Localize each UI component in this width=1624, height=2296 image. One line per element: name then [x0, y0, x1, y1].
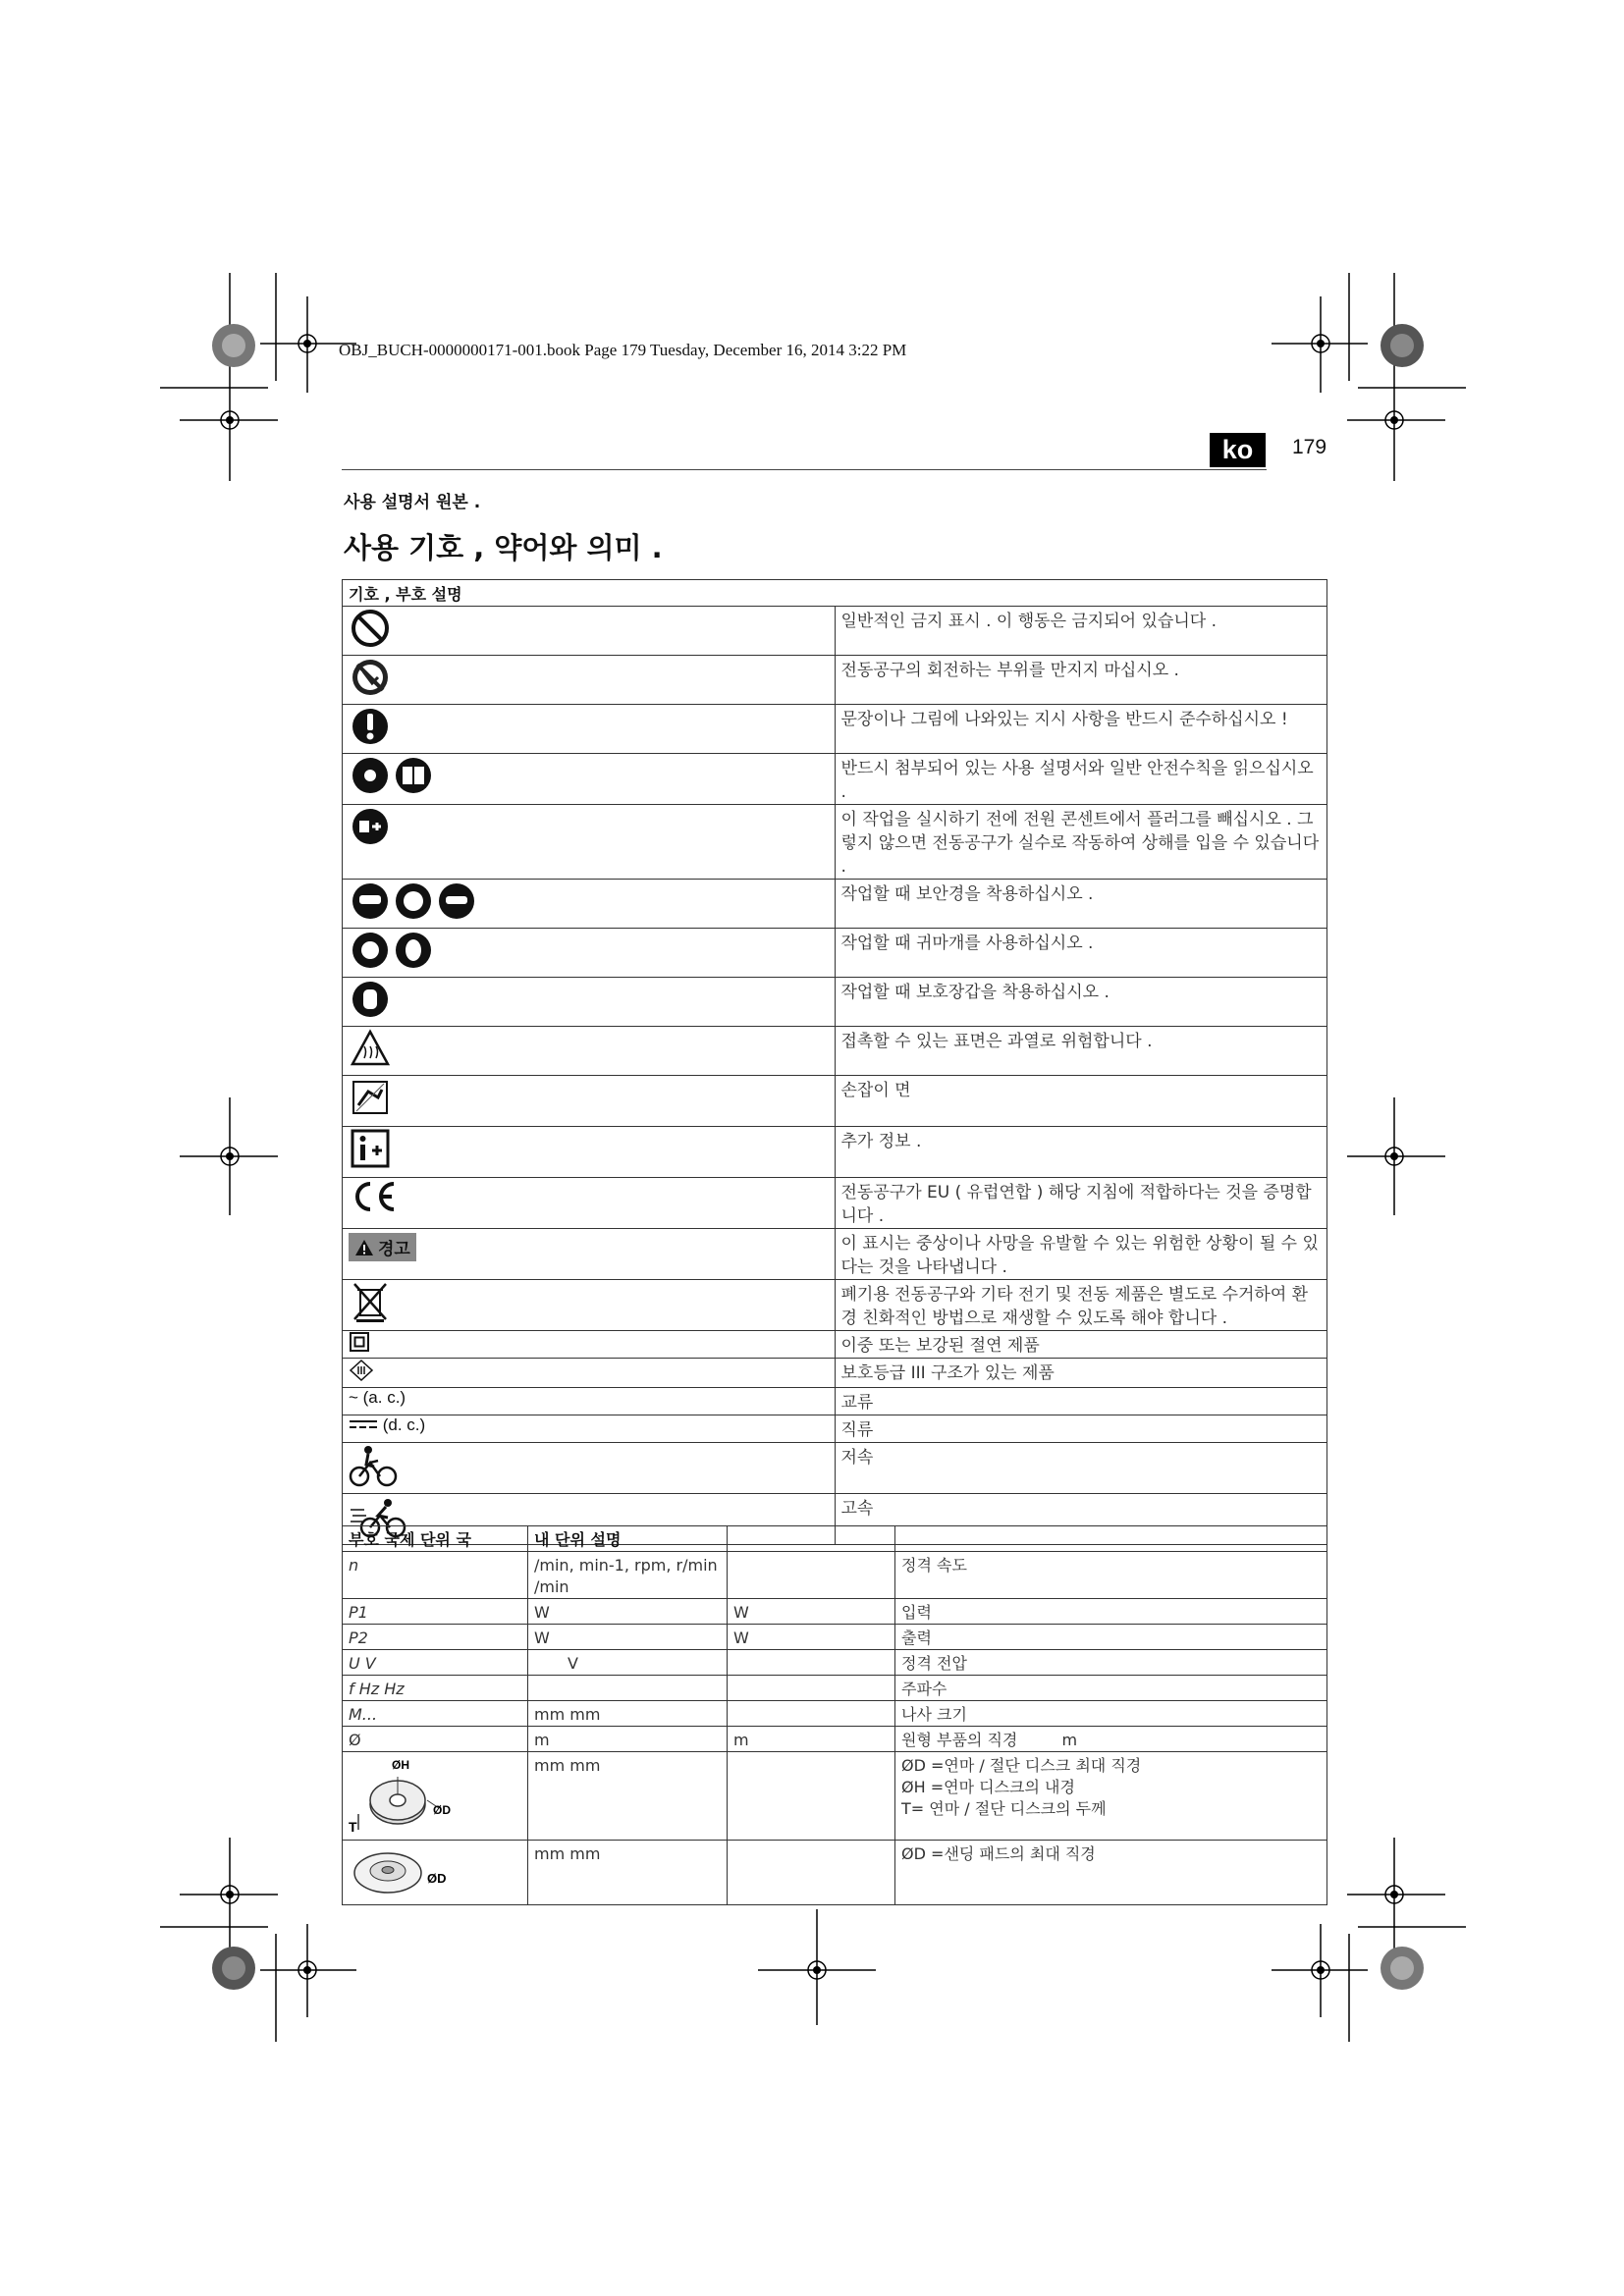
symbol-description: 전동공구의 회전하는 부위를 만지지 마십시오 .: [835, 656, 1327, 705]
no-touch-icon: [349, 656, 392, 699]
table-row: [343, 754, 1327, 805]
unit-national: [728, 1841, 895, 1905]
symbol-description: 접촉할 수 있는 표면은 과열로 위험합니다 .: [835, 1027, 1327, 1076]
table-row: [343, 1443, 1327, 1494]
table-row: [343, 1388, 1327, 1415]
table-row: [343, 1727, 1327, 1752]
symbol-description: 작업할 때 귀마개를 사용하십시오 .: [835, 929, 1327, 978]
table-row: [343, 1229, 1327, 1280]
symbol-description: 손잡이 면: [835, 1076, 1327, 1127]
table-row: [343, 1841, 1327, 1905]
unit-description: 원형 부품의 직경: [901, 1731, 1018, 1749]
unit-national: [728, 1552, 895, 1599]
table-row: [343, 1415, 1327, 1443]
unit-national: [728, 1752, 895, 1841]
header-national-unit: [728, 1526, 895, 1552]
table-row: [343, 1752, 1327, 1841]
table-row: [343, 1027, 1327, 1076]
unit-description: 정격 전압: [895, 1650, 1327, 1676]
table-row: [343, 978, 1327, 1027]
grip-surface-icon: [349, 1076, 392, 1119]
unit-description-cell: [895, 1727, 1327, 1752]
table-row: [343, 705, 1327, 754]
read-manual-icon: [349, 754, 439, 797]
unit-symbol: Ø: [343, 1727, 528, 1752]
unit-intl: mm mm: [528, 1701, 728, 1727]
unit-intl: m: [528, 1727, 728, 1752]
dc-symbol-icon: [349, 1418, 378, 1430]
unit-intl: V: [528, 1650, 728, 1676]
description-line: ØD =샌딩 패드의 최대 직경: [901, 1844, 1096, 1863]
slow-speed-icon: [349, 1443, 398, 1488]
weee-bin-icon: [349, 1280, 392, 1323]
units-table: [342, 1525, 1327, 1905]
unit-national: [728, 1650, 895, 1676]
page-title: 사용 기호 , 약어와 의미 .: [344, 531, 663, 564]
symbol-description: 문장이나 그림에 나와있는 지시 사항을 반드시 준수하십시오 !: [835, 705, 1327, 754]
unit-description: 입력: [895, 1599, 1327, 1625]
table-row: [343, 1625, 1327, 1650]
symbol-description: 일반적인 금지 표시 . 이 행동은 금지되어 있습니다 .: [835, 607, 1327, 656]
diagram-label-od: ØD: [427, 1871, 447, 1886]
info-icon: [349, 1127, 392, 1170]
unit-national: W: [728, 1599, 895, 1625]
unit-intl: [528, 1676, 728, 1701]
symbol-description: 작업할 때 보호장갑을 착용하십시오 .: [835, 978, 1327, 1027]
header-description: [895, 1526, 1327, 1552]
symbol-description: 저속: [835, 1443, 1327, 1494]
unit-description: 출력: [895, 1625, 1327, 1650]
grinding-disc-diagram: [349, 1755, 457, 1834]
unit-national: W: [728, 1625, 895, 1650]
symbol-description: 작업할 때 보안경을 착용하십시오 .: [835, 880, 1327, 929]
table-row: [343, 1701, 1327, 1727]
unit-description: 주파수: [895, 1676, 1327, 1701]
ear-protection-icon: [349, 929, 439, 972]
header-symbol: 부호 국제 단위 국: [343, 1526, 528, 1552]
original-manual-label: 사용 설명서 원본 .: [344, 493, 481, 512]
ac-symbol: ~ (a. c.): [343, 1388, 836, 1415]
symbol-description: 교류: [835, 1388, 1327, 1415]
table-row: [343, 1359, 1327, 1388]
table-row: [343, 880, 1327, 929]
table-row: [343, 607, 1327, 656]
table-header-row: [343, 580, 1327, 607]
description-line: T= 연마 / 절단 디스크의 두께: [901, 1799, 1107, 1818]
unit-symbol: n: [343, 1552, 528, 1599]
warning-triangle-icon: [354, 1239, 374, 1256]
unit-description-cell: [895, 1841, 1327, 1905]
unit-intl: mm mm: [528, 1841, 728, 1905]
unit-national: [728, 1701, 895, 1727]
unit-description: 나사 크기: [895, 1701, 1327, 1727]
unit-intl: /min, min-1, rpm, r/min /min: [528, 1552, 728, 1599]
symbol-description: 이중 또는 보강된 절연 제품: [835, 1331, 1327, 1359]
unit-intl: W: [528, 1625, 728, 1650]
header-divider: [342, 469, 1267, 470]
unit-symbol: M...: [343, 1701, 528, 1727]
language-badge: ko: [1210, 433, 1266, 467]
unit-symbol: U V: [343, 1650, 528, 1676]
page-number: 179: [1292, 436, 1327, 458]
symbol-description: 직류: [835, 1415, 1327, 1443]
unit-intl: W: [528, 1599, 728, 1625]
dc-symbol: (d. c.): [382, 1415, 426, 1434]
symbol-description: 이 작업을 실시하기 전에 전원 콘센트에서 플러그를 빼십시오 . 그렇지 않으면 전동공구가 실수로 작동하여 상해를 입을 수 있습니다 .: [835, 805, 1327, 880]
prohibition-icon: [349, 607, 392, 650]
symbol-description: 추가 정보 .: [835, 1127, 1327, 1178]
warning-label-text: 경고: [378, 1240, 410, 1259]
symbol-description: 고속: [835, 1494, 1327, 1545]
double-insulation-icon: [349, 1331, 370, 1353]
symbol-description: 보호등급 III 구조가 있는 제품: [835, 1359, 1327, 1388]
table-row: [343, 805, 1327, 880]
unit-intl: mm mm: [528, 1752, 728, 1841]
symbols-table-header: 기호 , 부호 설명: [343, 580, 1327, 607]
table-row: [343, 1599, 1327, 1625]
table-row: [343, 656, 1327, 705]
header-intl-unit: 내 단위 설명: [528, 1526, 728, 1552]
symbols-table: [342, 579, 1327, 1545]
table-row: [343, 1127, 1327, 1178]
gloves-icon: [349, 978, 392, 1021]
symbol-description: 전동공구가 EU ( 유럽연합 ) 해당 지침에 적합하다는 것을 증명합니다 .: [835, 1178, 1327, 1229]
eye-protection-icon: [349, 880, 478, 923]
table-header-row: [343, 1526, 1327, 1552]
disc-diagram-cell: [343, 1752, 528, 1841]
sanding-pad-diagram: [349, 1843, 457, 1898]
print-header: OBJ_BUCH-0000000171-001.book Page 179 Tuesday, December 16, 2014 3:22 PM: [339, 341, 907, 359]
diagram-label-t: T: [349, 1819, 357, 1834]
table-row: [343, 1331, 1327, 1359]
unit-national: [728, 1676, 895, 1701]
table-row: [343, 1676, 1327, 1701]
mandatory-icon: [349, 705, 392, 748]
unit-description: 정격 속도: [895, 1552, 1327, 1599]
unit-symbol: f Hz Hz: [343, 1676, 528, 1701]
unit-symbol: P2: [343, 1625, 528, 1650]
warning-label-icon: [349, 1233, 416, 1261]
table-row: [343, 1280, 1327, 1331]
unit-description-unit: m: [1061, 1731, 1078, 1749]
symbol-description: 반드시 첨부되어 있는 사용 설명서와 일반 안전수칙을 읽으십시오 .: [835, 754, 1327, 805]
table-row: [343, 1178, 1327, 1229]
table-row: [343, 1650, 1327, 1676]
description-line: ØH =연마 디스크의 내경: [901, 1778, 1075, 1796]
unit-national: m: [728, 1727, 895, 1752]
table-row: [343, 1552, 1327, 1599]
pad-diagram-cell: [343, 1841, 528, 1905]
unit-description-cell: [895, 1752, 1327, 1841]
hot-surface-icon: [349, 1027, 392, 1070]
table-row: [343, 929, 1327, 978]
class-iii-icon: [349, 1359, 374, 1382]
symbol-description: 폐기용 전동공구와 기타 전기 및 전동 제품은 별도로 수거하여 환경 친화적인 방법으로 재생할 수 있도록 해야 합니다 .: [835, 1280, 1327, 1331]
unit-symbol: P1: [343, 1599, 528, 1625]
table-row: [343, 1076, 1327, 1127]
diagram-label-oh: ØH: [392, 1758, 409, 1772]
diagram-label-od: ØD: [433, 1803, 451, 1817]
symbol-description: 이 표시는 중상이나 사망을 유발할 수 있는 위험한 상황이 될 수 있다는 것을 나타냅니다 .: [835, 1229, 1327, 1280]
unplug-icon: [349, 805, 392, 848]
ce-mark-icon: [349, 1178, 398, 1215]
description-line: ØD =연마 / 절단 디스크 최대 직경: [901, 1756, 1142, 1775]
